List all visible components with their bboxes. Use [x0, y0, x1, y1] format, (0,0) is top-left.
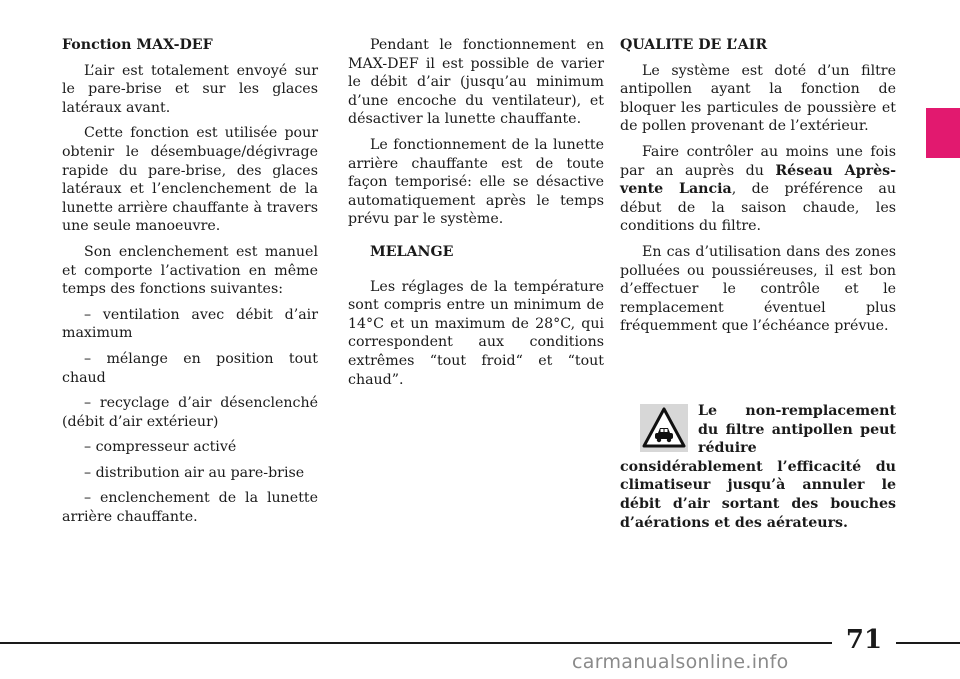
watermark: carmanualsonline.info	[572, 651, 789, 673]
list-item: – compresseur activé	[84, 439, 237, 456]
section-heading-max-def: Fonction MAX-DEF	[62, 37, 213, 53]
paragraph: Son enclenchement est manuel et comporte l’activation en même temps des fonctions suivantes:	[62, 243, 318, 298]
warning-box	[620, 402, 896, 532]
car-warning-icon	[640, 404, 688, 452]
page-number: 71	[832, 620, 896, 660]
section-heading-melange: MELANGE	[370, 243, 454, 260]
list-item: – enclenchement de la lunette arrière chauffante.	[62, 490, 318, 526]
paragraph: Le système est doté d’un filtre antipollen ayant la fonction de bloquer les particules de poussière et de pollen provenant de l’extérieur.	[620, 62, 896, 135]
list-item: – mélange en position tout chaud	[62, 350, 318, 386]
footer-rule	[0, 642, 960, 644]
list-item: – recyclage d’air désenclenché (débit d’air extérieur)	[62, 395, 318, 430]
list-item: – ventilation avec débit d’air maximum	[62, 306, 318, 342]
column-3	[620, 36, 896, 343]
paragraph: L’air est totalement envoyé sur le pare-brise et sur les glaces latéraux avant.	[62, 62, 318, 116]
paragraph: En cas d’utilisation dans des zones polluées ou poussiéreuses, il est bon d’effectuer le contrôle et le remplacement éventuel plus fréquemment que l’échéance prévue.	[620, 243, 896, 335]
column-2	[348, 36, 604, 396]
list-item: – distribution air au pare-brise	[84, 464, 305, 481]
paragraph: Le fonctionnement de la lunette arrière chauffante est de toute façon temporisé: elle se désactive automatiquement après le temps prévu par le système.	[348, 136, 604, 228]
paragraph: Les réglages de la température sont compris entre un minimum de 14°C et un maximum de 28°C, qui correspondent aux conditions extrêmes “tout froid“ et “tout chaud”.	[348, 278, 604, 388]
column-1	[62, 36, 318, 534]
warning-text: Le non-remplacement du filtre antipollen peut réduire considérablement l’efficacité du climatiseur jusqu’à annuler le débit d’air sortant des bouches d’aérations et des aérateurs.	[620, 403, 896, 531]
paragraph	[620, 143, 896, 236]
paragraph: Pendant le fonctionnement en MAX-DEF il est possible de varier le débit d’air (jusqu’au minimum d’une encoche du ventilateur), et désactiver la lunette chauffante.	[348, 37, 604, 128]
paragraph: Cette fonction est utilisée pour obtenir le désembuage/dégivrage rapide du pare-brise, des glaces latéraux et l’enclenchement de la lunette arrière chauffante à travers une seule manoeuvre.	[62, 125, 318, 235]
paragraph-text: Faire contrôler au moins une fois par an auprès du	[620, 143, 896, 179]
dealer-network-name: Réseau Après-vente Lancia	[620, 162, 896, 198]
section-tab	[926, 108, 960, 158]
paragraph-text: , de préférence au début de la saison chaude, les conditions du filtre.	[620, 181, 896, 235]
section-heading-air-quality: QUALITE DE L’AIR	[620, 37, 768, 53]
